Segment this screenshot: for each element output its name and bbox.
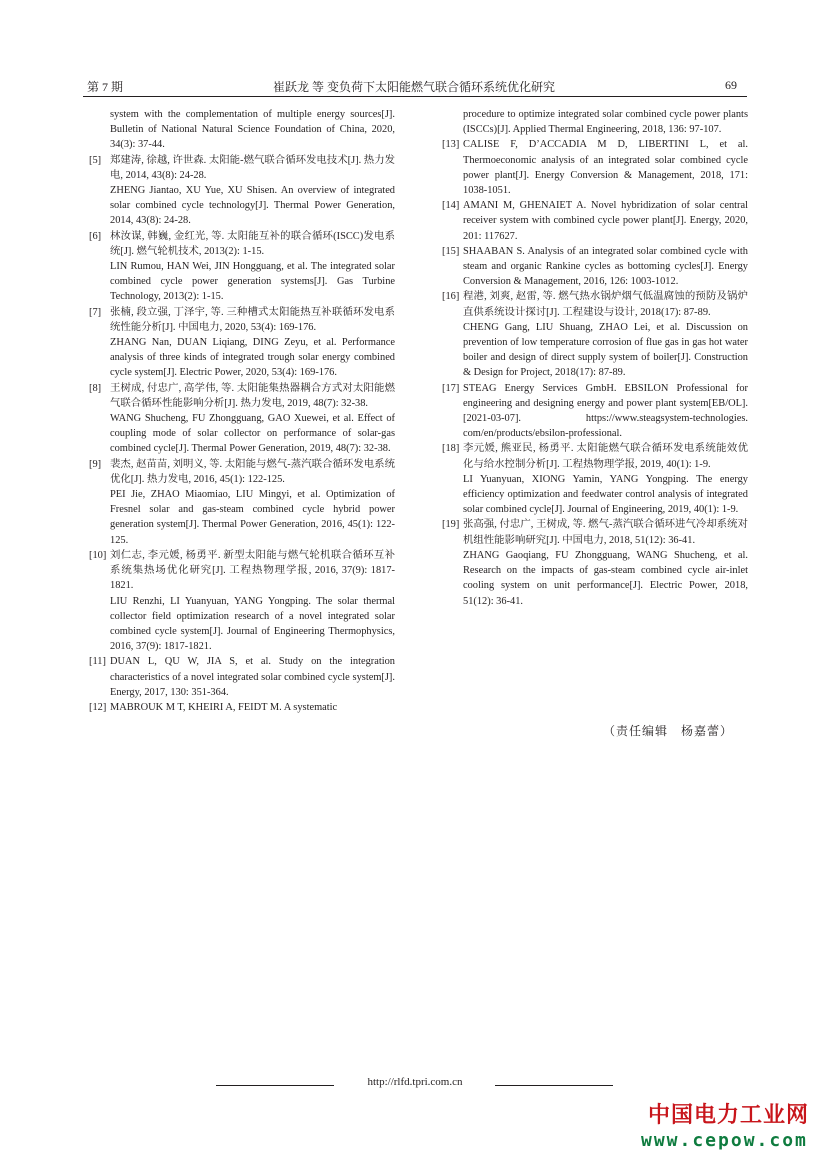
- reference-entry: [89, 654, 395, 700]
- reference-text: LIU Renzhi, LI Yuanyuan, YANG Yongping. The solar thermal collector field optimization research of a novel integrated solar combined cycle system[J]. Journal of Engineering Thermophysics, 2016, 37(9): 1817-1821.: [110, 595, 395, 653]
- editor-credit: （责任编辑 杨嘉蕾）: [603, 724, 734, 738]
- reference-text: 张高强, 付忠广, 王树成, 等. 燃气-蒸汽联合循环进气冷却系统对机组性能影响研究[J]. 中国电力, 2018, 51(12): 36-41.: [463, 519, 748, 546]
- reference-entry: [442, 517, 748, 608]
- reference-number: [6]: [89, 230, 102, 242]
- reference-number: [17]: [442, 382, 460, 394]
- reference-text: 刘仁志, 李元媛, 杨勇平. 新型太阳能与燃气轮机联合循环互补系统集热场优化研究[J]. 工程热物理学报, 2016, 37(9): 1817-1821.: [110, 549, 395, 592]
- reference-entry: [442, 137, 748, 198]
- reference-text: 王树成, 付忠广, 高学伟, 等. 太阳能集热器耦合方式对太阳能燃气联合循环性能影响分析[J]. 热力发电, 2019, 48(7): 32-38.: [110, 382, 395, 409]
- reference-text: 郑建涛, 徐越, 许世森. 太阳能-燃气联合循环发电技术[J]. 热力发电, 2014, 43(8): 24-28.: [110, 154, 395, 181]
- running-header: [83, 78, 745, 96]
- reference-entry: [89, 548, 395, 654]
- reference-entry: [89, 229, 395, 305]
- reference-number: [19]: [442, 519, 460, 531]
- reference-number: [13]: [442, 139, 460, 151]
- reference-text: procedure to optimize integrated solar combined cycle power plants (ISCCs)[J]. Applied Thermal Engineering, 2018, 136: 97-107.: [463, 109, 748, 136]
- reference-entry: [442, 441, 748, 517]
- reference-entry: [442, 198, 748, 244]
- references-left-column: [89, 107, 395, 715]
- reference-number: [18]: [442, 443, 460, 455]
- page-number: 69: [725, 78, 737, 92]
- reference-number: [14]: [442, 200, 460, 212]
- reference-entry: [89, 457, 395, 548]
- reference-entry: [89, 153, 395, 229]
- references-right-column: [442, 107, 748, 609]
- reference-number: [7]: [89, 306, 102, 318]
- reference-text: system with the complementation of multiple energy sources[J]. Bulletin of National Natural Science Foundation of China, 2020, 34(3): 37-44.: [110, 109, 395, 151]
- reference-entry: [89, 700, 395, 715]
- running-title: 崔跃龙 等 变负荷下太阳能燃气联合循环系统优化研究: [272, 80, 555, 94]
- reference-number: [11]: [89, 656, 106, 668]
- reference-text: SHAABAN S. Analysis of an integrated solar combined cycle with steam and organic Rankine cycles as bottoming cycles[J]. Energy Conversion & Management, 2016, 126: 1003-1012.: [463, 245, 748, 288]
- watermark-site-url[interactable]: www.cepow.com: [641, 1130, 808, 1151]
- header-rule: [83, 96, 747, 97]
- reference-entry: [442, 289, 748, 380]
- reference-text: ZHANG Gaoqiang, FU Zhongguang, WANG Shucheng, et al. Research on the impacts of gas-steam combined cycle air-inlet cooling system on unit performance[J]. Electric Power, 2018, 51(12): 36-41.: [463, 549, 748, 607]
- reference-number: [10]: [89, 549, 107, 561]
- reference-entry: [442, 381, 748, 442]
- reference-entry: [442, 244, 748, 290]
- reference-text: 林汝谋, 韩巍, 金红光, 等. 太阳能互补的联合循环(ISCC)发电系统[J]. 燃气轮机技术, 2013(2): 1-15.: [110, 230, 395, 257]
- reference-text: LI Yuanyuan, XIONG Yamin, YANG Yongping. The energy efficiency optimization and feedwater control analysis of integrated solar combined cycle[J]. Journal of Engineering, 2019, 40(1): 1-9.: [463, 473, 748, 516]
- footer-rule-right: [495, 1085, 613, 1086]
- reference-text: 李元媛, 熊亚民, 杨勇平. 太阳能燃气联合循环发电系统能效优化与给水控制分析[J]. 工程热物理学报, 2019, 40(1): 1-9.: [463, 443, 748, 470]
- reference-text: WANG Shucheng, FU Zhongguang, GAO Xuewei, et al. Effect of coupling mode of solar collector on performance of solar-gas combined cycle[J]. Thermal Power Generation, 2019, 48(7): 32-38.: [110, 413, 395, 455]
- reference-number: [12]: [89, 701, 107, 713]
- reference-number: [8]: [89, 382, 102, 394]
- issue-number: 第 7 期: [87, 80, 124, 94]
- reference-text: CALISE F, D’ACCADIA M D, LIBERTINI L, et al. Thermoeconomic analysis of an integrated solar combined cycle power plant[J]. Energy Conversion & Management, 2018, 171: 1038-1051.: [463, 139, 748, 197]
- reference-text: 张楠, 段立强, 丁泽宇, 等. 三种槽式太阳能热互补联循环发电系统性能分析[J]. 中国电力, 2020, 53(4): 169-176.: [110, 306, 395, 333]
- reference-number: [5]: [89, 154, 102, 166]
- reference-number: [15]: [442, 245, 460, 257]
- reference-entry: [442, 107, 748, 137]
- reference-number: [9]: [89, 458, 102, 470]
- reference-entry: [89, 305, 395, 381]
- reference-text: ZHENG Jiantao, XU Yue, XU Shisen. An overview of integrated solar combined cycle technology[J]. Thermal Power Generation, 2014, 43(8): 24-28.: [110, 185, 395, 227]
- footer-url[interactable]: http://rlfd.tpri.com.cn: [367, 1076, 463, 1088]
- reference-entry: [89, 107, 395, 153]
- watermark-site-name: 中国电力工业网: [648, 1103, 810, 1128]
- reference-entry: [89, 381, 395, 457]
- reference-number: [16]: [442, 291, 460, 303]
- reference-text: 程港, 刘爽, 赵雷, 等. 燃气热水锅炉烟气低温腐蚀的预防及锅炉直供系统设计探讨[J]. 工程建设与设计, 2018(17): 87-89.: [463, 291, 748, 318]
- reference-text: AMANI M, GHENAIET A. Novel hybridization of solar central receiver system with combined cycle power plant[J]. Energy, 2020, 201: 117627.: [463, 200, 748, 242]
- reference-text: STEAG Energy Services GmbH. EBSILON Professional for engineering and designing energy and power plant system[EB/OL]. [2021-03-07]. https://www.steagsystem-technologies. com/en/products/ebsilon-professional.: [463, 382, 748, 440]
- reference-text: MABROUK M T, KHEIRI A, FEIDT M. A systematic: [110, 701, 338, 713]
- reference-text: DUAN L, QU W, JIA S, et al. Study on the integration characteristics of a novel integrated solar combined cycle system[J]. Energy, 2017, 130: 351-364.: [110, 656, 395, 698]
- reference-text: LIN Rumou, HAN Wei, JIN Hongguang, et al. The integrated solar combined cycle power generation systems[J]. Gas Turbine Technology, 2013(2): 1-15.: [110, 261, 395, 303]
- reference-text: ZHANG Nan, DUAN Liqiang, DING Zeyu, et al. Performance analysis of three kinds of integrated trough solar energy combined cycle system[J]. Electric Power, 2020, 53(4): 169-176.: [110, 337, 395, 379]
- footer-rule-left: [216, 1085, 334, 1086]
- reference-text: 裴杰, 赵苗苗, 刘明义, 等. 太阳能与燃气-蒸汽联合循环发电系统优化[J]. 热力发电, 2016, 45(1): 122-125.: [110, 458, 395, 485]
- reference-text: CHENG Gang, LIU Shuang, ZHAO Lei, et al. Discussion on prevention of low temperature corrosion of flue gas in gas hot water boiler and design of direct supply system of boiler[J]. Construction & Design for Project, 2018(17): 87-89.: [463, 321, 748, 379]
- reference-text: PEI Jie, ZHAO Miaomiao, LIU Mingyi, et al. Optimization of Fresnel solar and gas-steam combined cycle hybrid power generation system[J]. Thermal Power Generation, 2016, 45(1): 122-125.: [110, 489, 395, 546]
